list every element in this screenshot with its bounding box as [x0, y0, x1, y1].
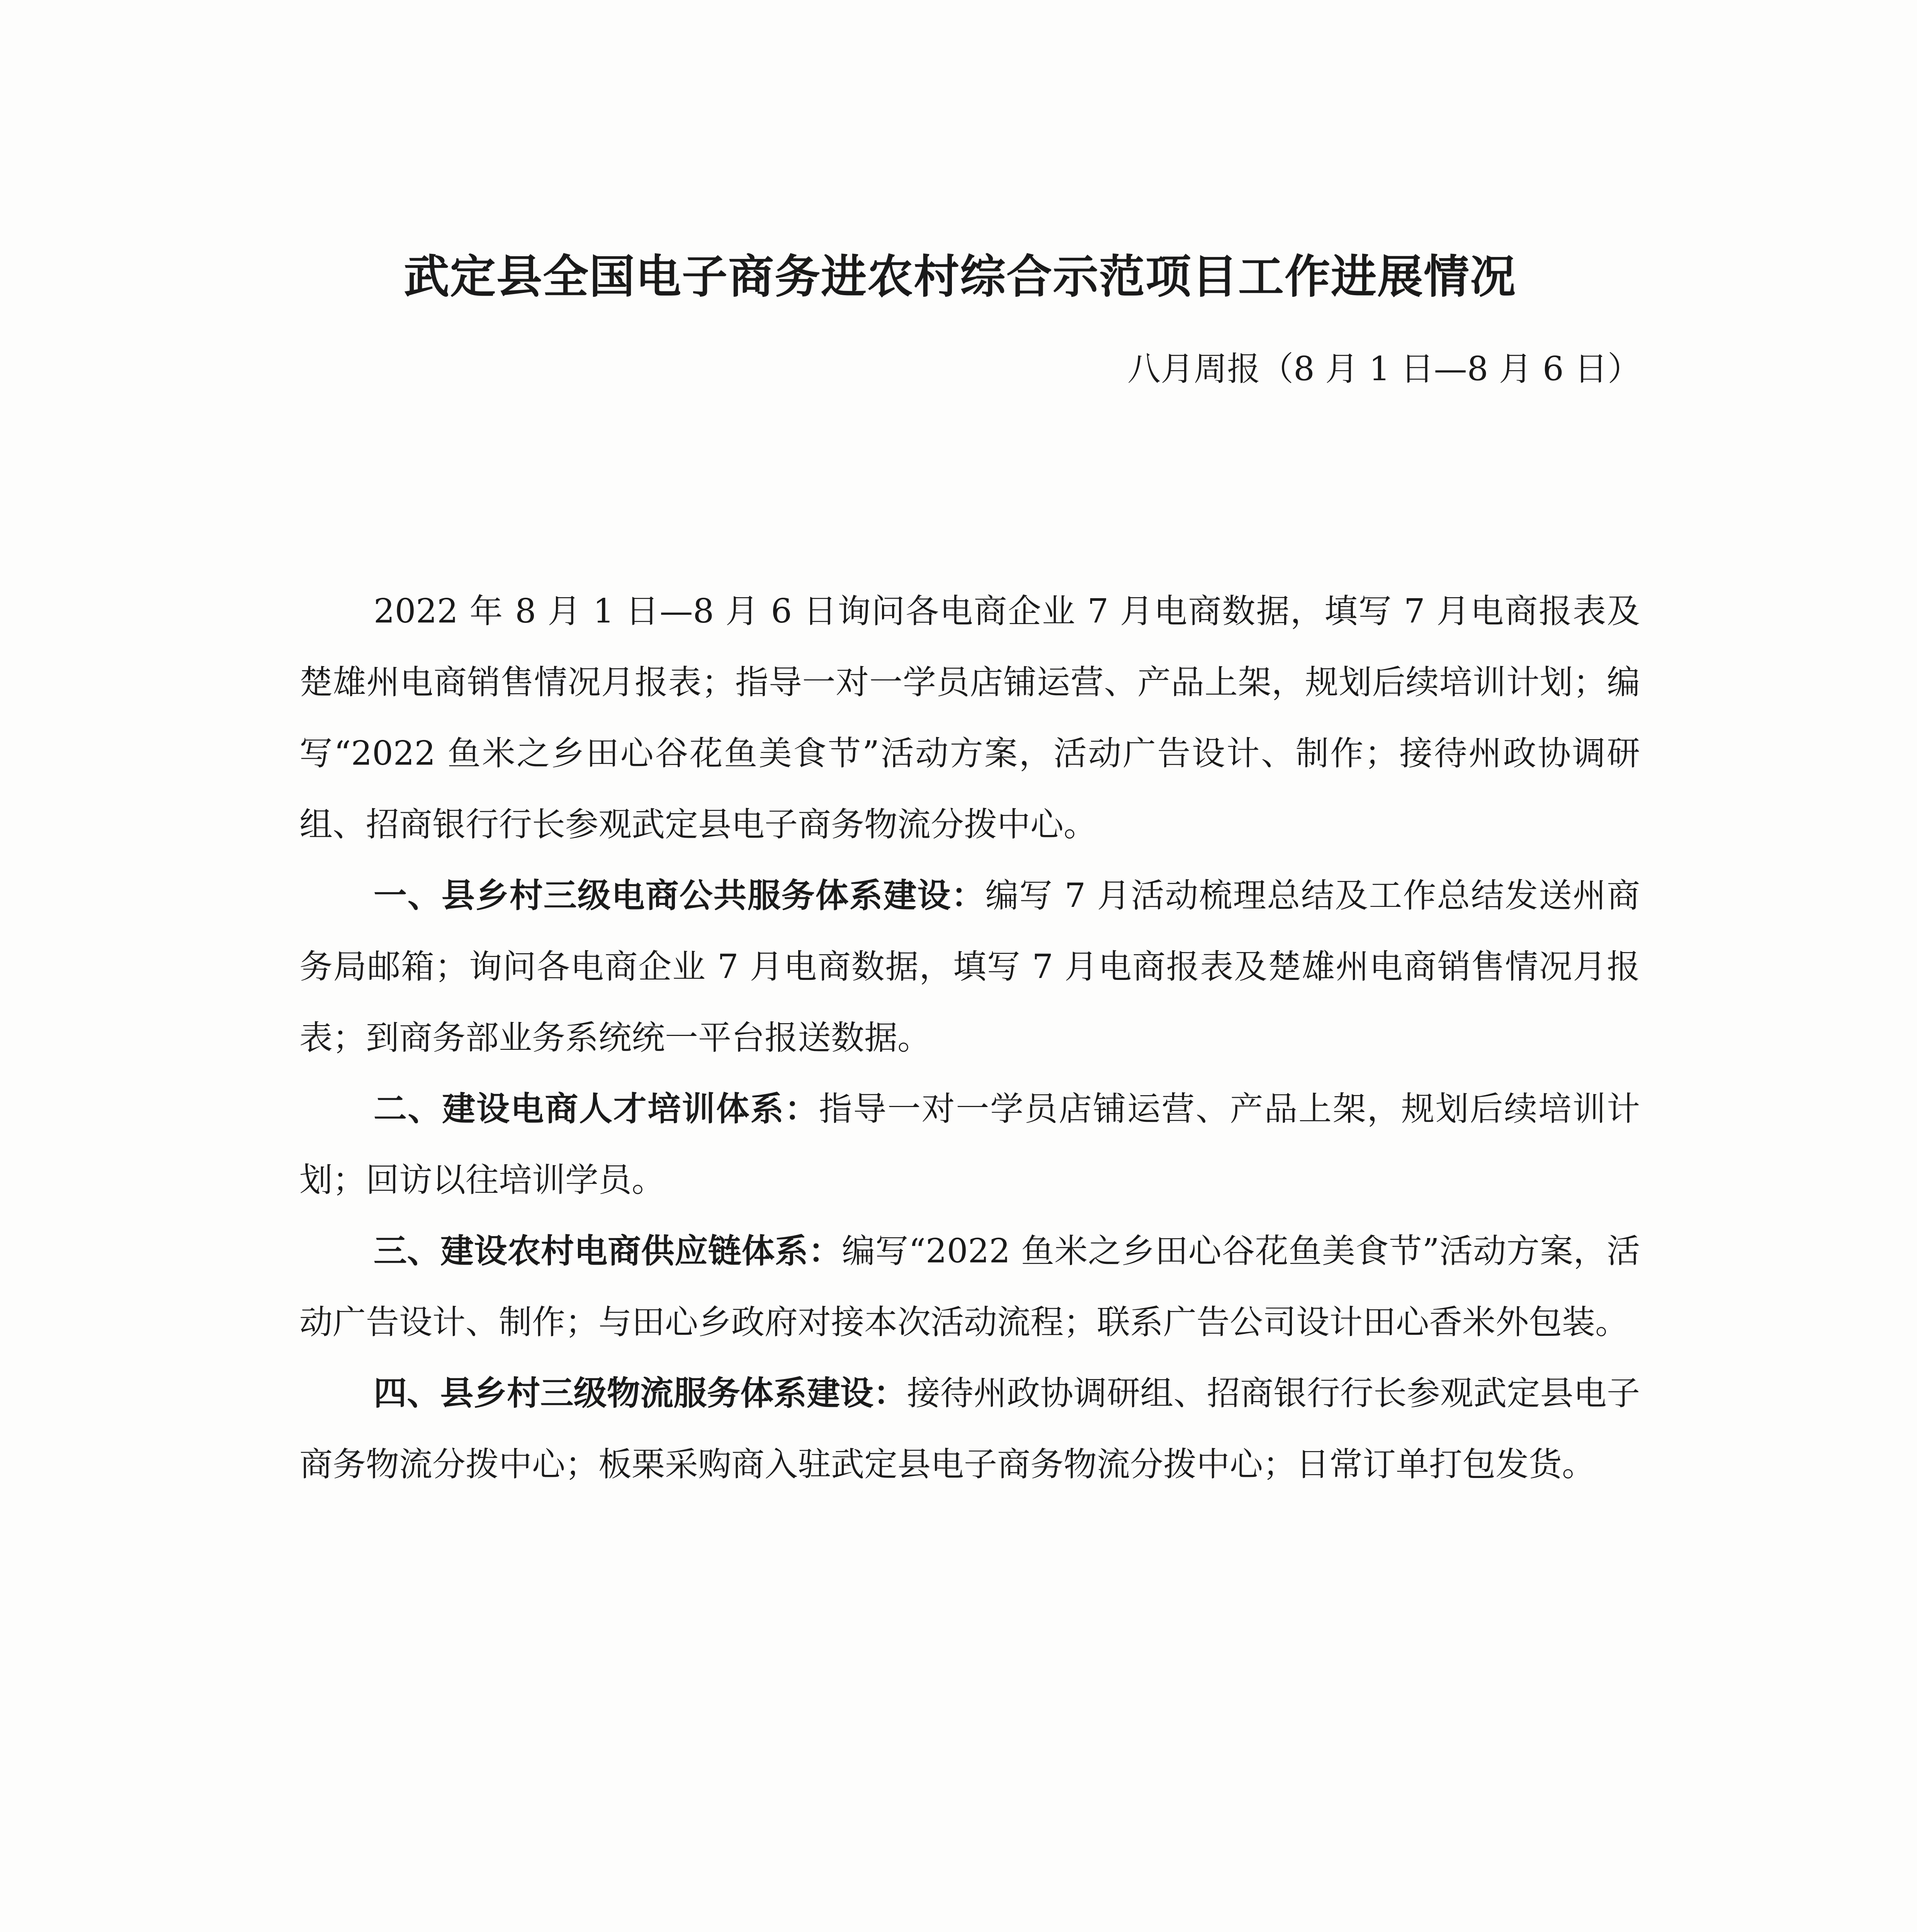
section-paragraph-3 [299, 1216, 1640, 1358]
section-paragraph-2 [299, 1073, 1640, 1216]
section-text: 编写“2022 鱼米之乡田心谷花鱼美食节”活动方案，活动广告设计、制作；与田心乡政府对接本次活动流程；联系广告公司设计田心香米外包装。 [299, 1232, 1640, 1342]
section-paragraph-1 [299, 860, 1640, 1073]
section-paragraph-4 [299, 1358, 1640, 1500]
section-heading: 二、建设电商人才培训体系： [374, 1090, 819, 1128]
document-subtitle: 八月周报（8 月 1 日—8 月 6 日） [1127, 350, 1641, 388]
section-text: 指导一对一学员店铺运营、产品上架，规划后续培训计划；回访以往培训学员。 [299, 1090, 1640, 1199]
section-text: 接待州政协调研组、招商银行行长参观武定县电子商务物流分拨中心；板栗采购商入驻武定县电子商务物流分拨中心；日常订单打包发货。 [299, 1374, 1640, 1484]
intro-paragraph: 2022 年 8 月 1 日—8 月 6 日询问各电商企业 7 月电商数据，填写 7 月电商报表及楚雄州电商销售情况月报表；指导一对一学员店铺运营、产品上架，规划后续培训计划；编写“2022 鱼米之乡田心谷花鱼美食节”活动方案，活动广告设计、制作；接待州政协调研组、招商银行行长参观武定县电子商务物流分拨中心。 [299, 592, 1640, 844]
section-heading: 四、县乡村三级物流服务体系建设： [374, 1374, 907, 1413]
document-title: 武定县全国电子商务进农村综合示范项目工作进展情况 [403, 250, 1516, 303]
report-body [299, 576, 1640, 1500]
section-text: 编写 7 月活动梳理总结及工作总结发送州商务局邮箱；询问各电商企业 7 月电商数据，填写 7 月电商报表及楚雄州电商销售情况月报表；到商务部业务系统统一平台报送数据。 [299, 876, 1640, 1057]
section-heading: 三、建设农村电商供应链体系： [374, 1232, 842, 1270]
section-heading: 一、县乡村三级电商公共服务体系建设： [374, 876, 986, 915]
